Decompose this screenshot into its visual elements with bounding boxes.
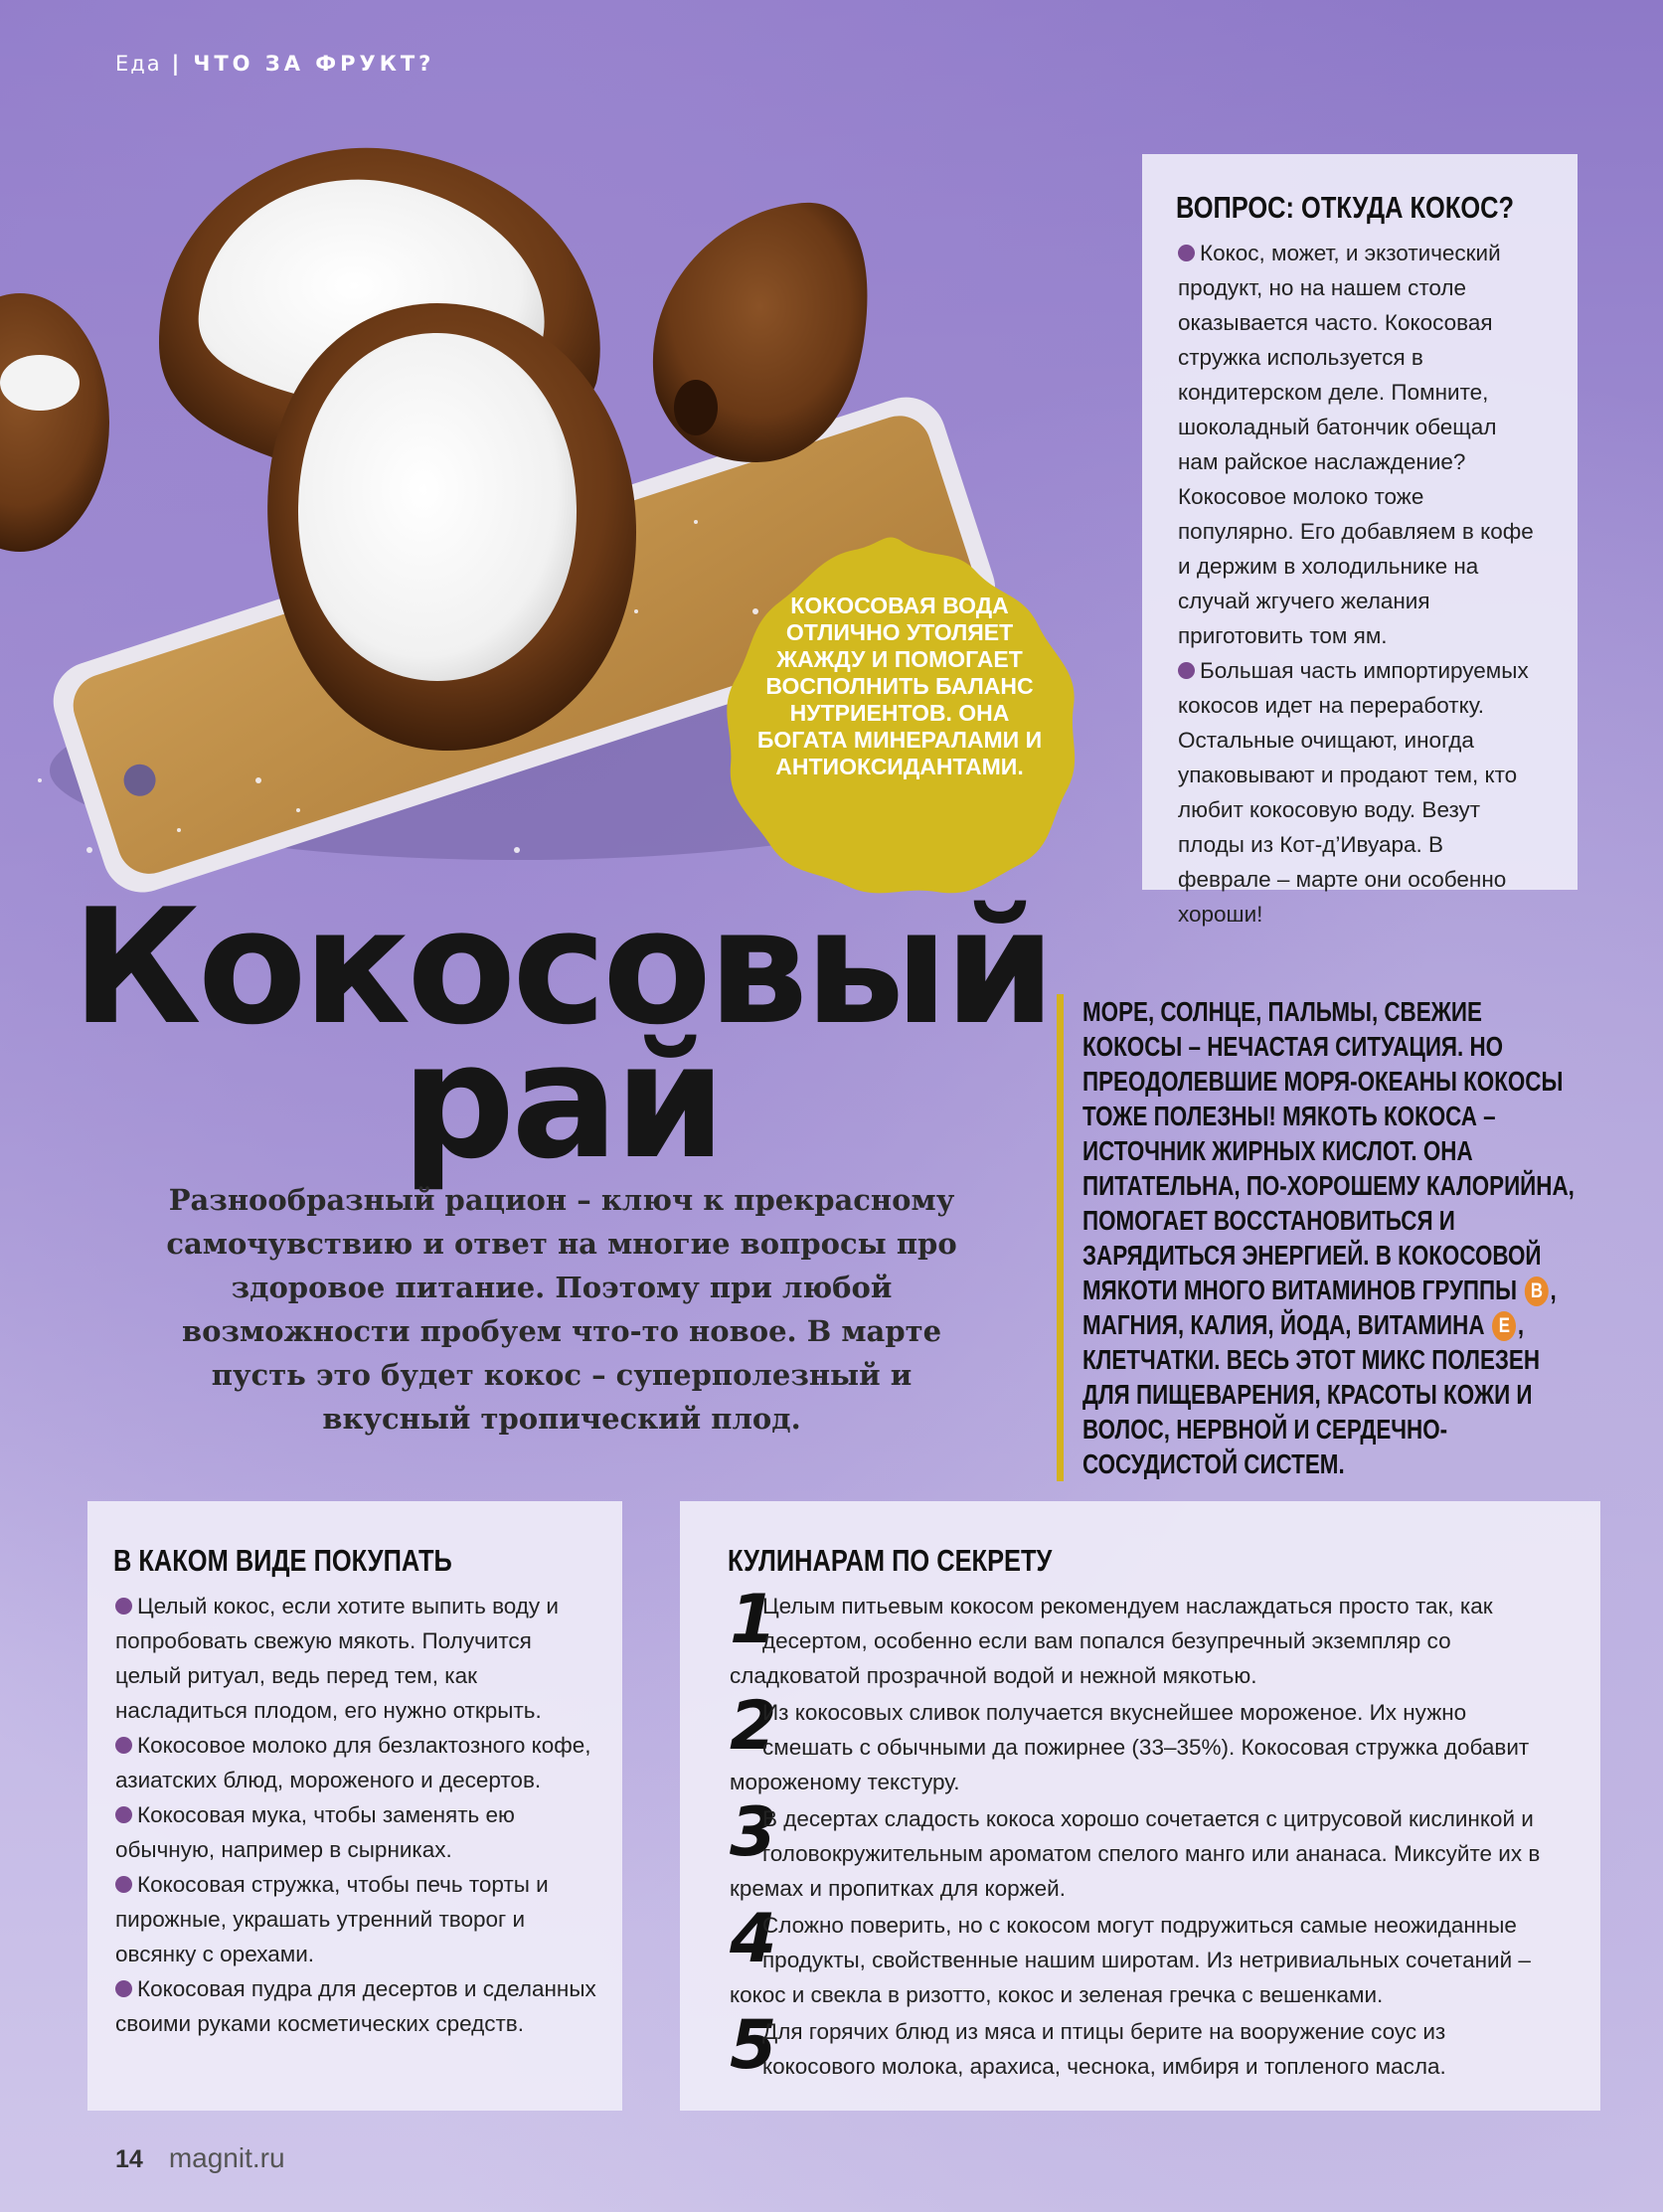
site-link[interactable]: magnit.ru [168, 2142, 285, 2173]
buy-item-text: Кокосовое молоко для безлактозного кофе, азиатских блюд, мороженого и десертов. [115, 1733, 591, 1792]
vitamin-b-badge: B [1525, 1276, 1549, 1306]
page-number: 14 [115, 2145, 143, 2173]
tip-number: 1 [730, 1581, 777, 1659]
buy-item-text: Кокосовая стружка, чтобы печь торты и пирожные, украшать утренний творог и овсянку с орехами. [115, 1872, 549, 1966]
buy-item-text: Кокосовая мука, чтобы заменять ею обычную, например в сырниках. [115, 1802, 515, 1862]
bullet-icon [1178, 245, 1195, 261]
bullet-icon [115, 1806, 132, 1823]
tip-number: 4 [730, 1900, 777, 1978]
bullet-icon [1178, 662, 1195, 679]
bullet-icon [115, 1980, 132, 1997]
origin-paragraph-1-text: Кокос, может, и экзотический продукт, но на нашем столе оказывается часто. Кокосовая стружка используется в кондитерском деле. Помните, шоколадный батончик обещал нам райское наслаждение? Кокосовое молоко тоже популярно. Его добавляем в кофе и держим в холодильнике на случай жгучего желания приготовить том ям. [1178, 241, 1534, 648]
facts-part-3: , КЛЕТЧАТКИ. ВЕСЬ ЭТОТ МИКС ПОЛЕЗЕН ДЛЯ ПИЩЕВАРЕНИЯ, КРАСОТЫ КОЖИ И ВОЛОС, НЕРВНОЙ И СЕРДЕЧНО-СОСУДИСТОЙ СИСТЕМ. [1082, 1309, 1541, 1479]
origin-paragraph-1 [1178, 236, 1542, 653]
facts-text [1082, 994, 1576, 1481]
bullet-icon [115, 1598, 132, 1615]
buy-item-text: Кокосовая пудра для десертов и сделанных своими руками косметических средств. [115, 1976, 596, 2036]
origin-paragraph-2-text: Большая часть импортируемых кокосов идет на переработку. Остальные очищают, иногда упаковывают и продают тем, кто любит кокосовую воду. Везут плоды из Кот-д’Ивуара. В феврале – марте они особенно хороши! [1178, 658, 1529, 927]
bullet-icon [115, 1737, 132, 1754]
section-label: Еда [115, 52, 162, 76]
buy-item [115, 1728, 600, 1797]
buy-item-text: Целый кокос, если хотите выпить воду и попробовать свежую мякоть. Получится целый ритуал, ведь перед тем, как насладиться плодом, его нужно открыть. [115, 1594, 559, 1723]
rubric-label: ЧТО ЗА ФРУКТ? [193, 52, 435, 76]
tip-item [730, 1687, 1553, 1799]
bullet-icon [115, 1876, 132, 1893]
buy-box-title: В КАКОМ ВИДЕ ПОКУПАТЬ [113, 1543, 452, 1578]
origin-paragraph-2 [1178, 653, 1542, 932]
tip-text: Из кокосовых сливок получается вкуснейшее мороженое. Их нужно смешать с обычными да пожирнее (33–35%). Кокосовая стружка добавит мороженому текстуру. [730, 1700, 1530, 1794]
tip-text: Сложно поверить, но с кокосом могут подружиться самые неожиданные продукты, свойственные нашим широтам. Из нетривиальных сочетаний – кокос и свекла в ризотто, кокос и зеленая гречка с вешенками. [730, 1913, 1531, 2007]
section-header [115, 52, 434, 76]
lead-paragraph: Разнообразный рацион – ключ к прекрасному самочувствию и ответ на многие вопросы про здоровое питание. Поэтому при любой возможности пробуем что-то новое. В марте пусть это будет кокос – суперполезный и вкусный тропический плод. [166, 1183, 957, 1436]
buy-item [115, 1971, 600, 2041]
buy-item [115, 1589, 600, 1728]
tip-text: Для горячих блюд из мяса и птицы берите на вооружение соус из кокосового молока, арахиса, чеснока, имбиря и топленого масла. [762, 2019, 1446, 2079]
tip-item [730, 1793, 1553, 1906]
badge-text: КОКОСОВАЯ ВОДА ОТЛИЧНО УТОЛЯЕТ ЖАЖДУ И ПОМОГАЕТ ВОСПОЛНИТЬ БАЛАНС НУТРИЕНТОВ. ОНА БОГАТА МИНЕРАЛАМИ И АНТИОКСИДАНТАМИ. [756, 593, 1043, 779]
page-footer [115, 2142, 285, 2174]
article-title [0, 874, 1123, 1194]
coconut-piece-left [0, 293, 109, 552]
buy-item [115, 1797, 600, 1867]
facts-part-2: , МАГНИЯ, КАЛИЯ, ЙОДА, ВИТАМИНА [1082, 1275, 1557, 1340]
vitamin-e-badge: E [1492, 1311, 1516, 1341]
origin-box [1142, 154, 1578, 927]
tip-item [730, 1900, 1553, 2012]
title-line-2: рай [401, 1008, 723, 1194]
tip-item [730, 1581, 1553, 1693]
tip-number: 2 [730, 1687, 777, 1766]
title-line-1: Кокосовый [71, 874, 1053, 1060]
tip-text: В десертах сладость кокоса хорошо сочетается с цитрусовой кислинкой и головокружительным ароматом спелого манго или ананаса. Миксуйте их в кремах и пропитках для коржей. [730, 1806, 1541, 1901]
buy-box [87, 1501, 622, 2111]
tip-text: Целым питьевым кокосом рекомендуем наслаждаться просто так, как десертом, особенно если вам попался безупречный экземпляр со сладковатой прозрачной водой и нежной мякотью. [730, 1594, 1493, 1688]
facts-block [1057, 994, 1574, 1481]
buy-item [115, 1867, 600, 1971]
origin-box-title: ВОПРОС: ОТКУДА КОКОС? [1176, 190, 1515, 225]
secret-box-title: КУЛИНАРАМ ПО СЕКРЕТУ [728, 1543, 1053, 1578]
tip-number: 5 [730, 2006, 777, 2085]
header-divider: | [171, 52, 184, 76]
secret-box [680, 1501, 1600, 2111]
facts-part-1: МОРЕ, СОЛНЦЕ, ПАЛЬМЫ, СВЕЖИЕ КОКОСЫ – НЕЧАСТАЯ СИТУАЦИЯ. НО ПРЕОДОЛЕВШИЕ МОРЯ-ОКЕАНЫ КОКОСЫ ТОЖЕ ПОЛЕЗНЫ! МЯКОТЬ КОКОСА – ИСТОЧНИК ЖИРНЫХ КИСЛОТ. ОНА ПИТАТЕЛЬНА, ПО-ХОРОШЕМУ КАЛОРИЙНА, ПОМОГАЕТ ВОССТАНОВИТЬСЯ И ЗАРЯДИТЬСЯ ЭНЕРГИЕЙ. В КОКОСОВОЙ МЯКОТИ МНОГО ВИТАМИНОВ ГРУППЫ [1082, 996, 1575, 1305]
tip-item [730, 2006, 1553, 2085]
tip-number: 3 [730, 1793, 777, 1872]
